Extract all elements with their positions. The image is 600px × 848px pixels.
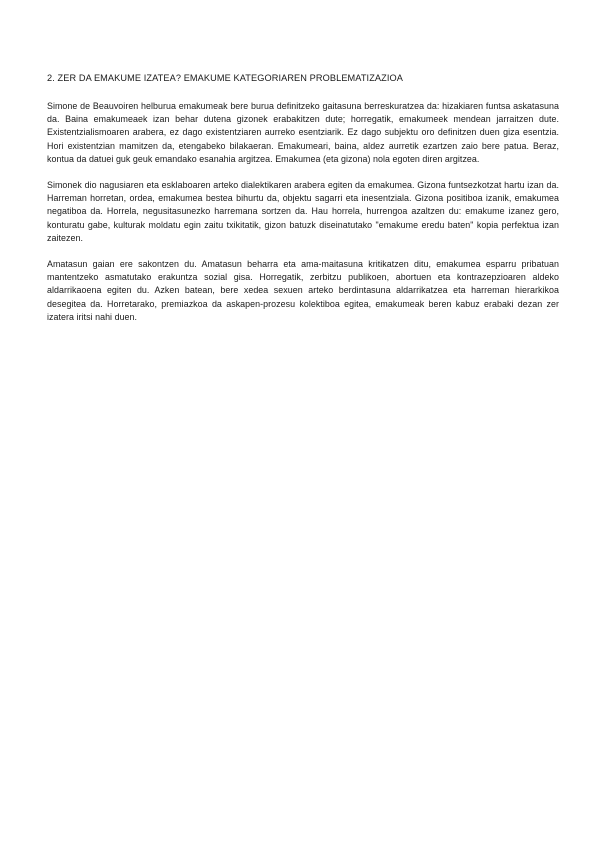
document-page [47,72,559,337]
paragraph-3: Amatasun gaian ere sakontzen du. Amatasun beharra eta ama-maitasuna kritikatzen ditu, emakumea esparru pribatuan mantentzeko asmatutako erakuntza sozial gisa. Horregatik, zerbitzu publikoen, abortuen eta kontrazepzioaren aldeko aldarrikaoena egiten du. Azken batean, bere xedea sexuen arteko berdintasuna aldarrikatzea eta harreman hierarkikoa desegitea da. Horretarako, premiazkoa da askapen-prozesu kolektiboa egitea, emakumeak beren kabuz erabaki dezan zer izatera iritsi nahi duen. [47,259,559,322]
section-heading: 2. ZER DA EMAKUME IZATEA? EMAKUME KATEGORIAREN PROBLEMATIZAZIOA [47,73,403,83]
paragraph-1: Simone de Beauvoiren helburua emakumeak bere burua definitzeko gaitasuna berreskuratzea da: hizakiaren funtsa askatasuna da. Baina emakumeaek izan behar dutena gizonek erabakitzen dute; horregatik, emakumeek mendean jarraitzen dute. Existentzialismoaren arabera, ez dago existentziaren aurreko esentziarik. Ez dago subjektu oro definitzen duen giza esentzia. Hori existentzian mamitzen da, etengabeko bilakaeran. Emakumeari, baina, aldez aurretik ezartzen zaio bere patua. Beraz, kontua da datuei guk geuk emandako esanahia argitzea. Emakumea (eta gizona) nola egoten diren argitzea. [47,101,559,164]
paragraph-2: Simonek dio nagusiaren eta esklaboaren arteko dialektikaren arabera egiten da emakumea. Gizona funtsezkotzat hartu izan da. Harreman horretan, ordea, emakumea bestea bihurtu da, objektu sagarri eta inesentziala. Gizona positiboa izanik, emakumea negatiboa da. Horrela, negusitasunezko harremana sortzen da. Hau horrela, hurrengoa azaltzen du: emakume izanez gero, konturatu gabe, kulturak moldatu egin zaitu txikitatik, gizon batuzk diseinatutako "emakume eredu baten" kopia perfektua izan zaitezen. [47,180,559,243]
